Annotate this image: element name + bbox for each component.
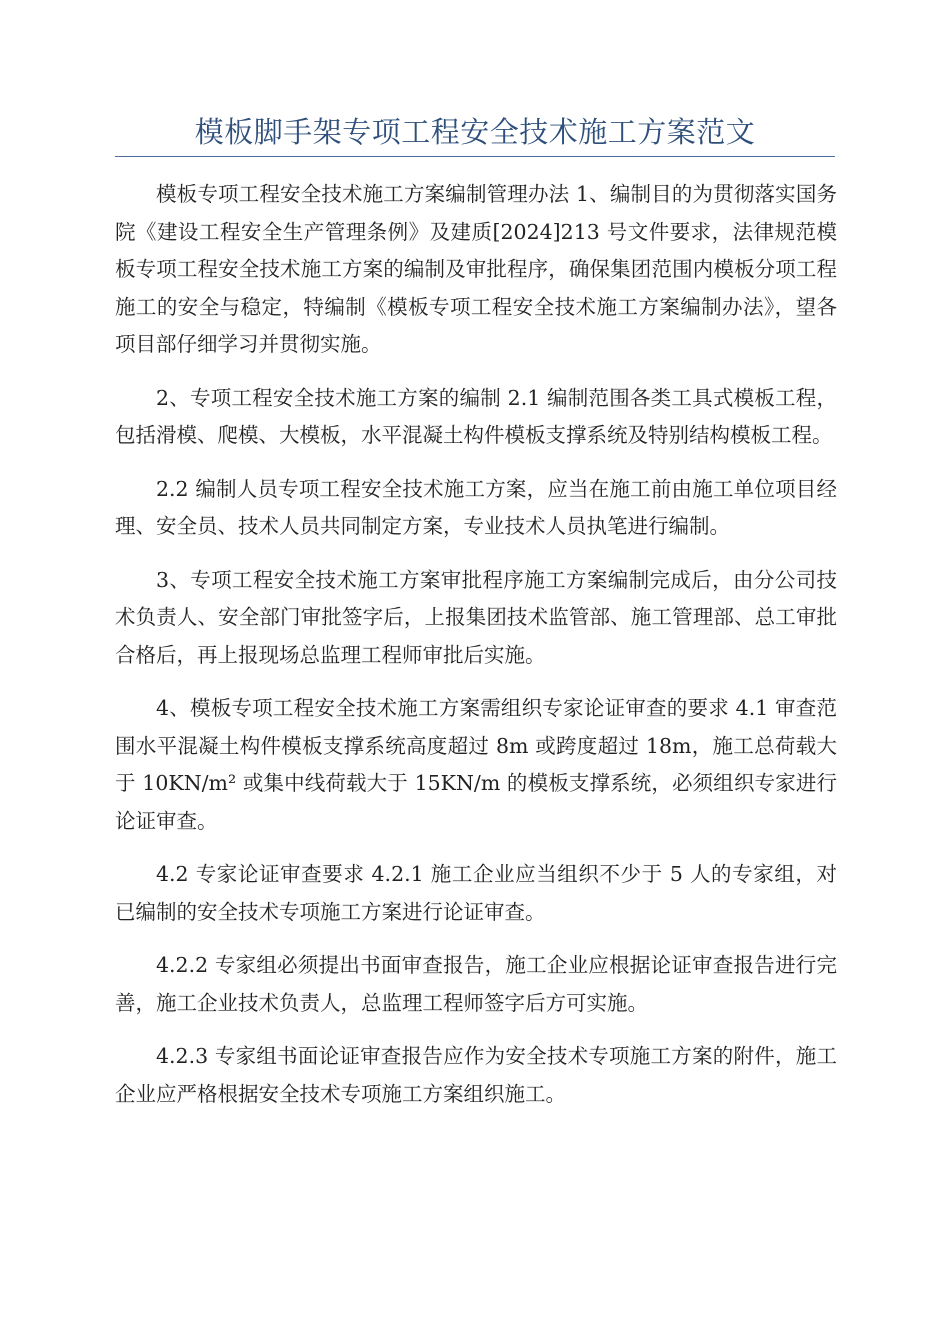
paragraph-6: 4.2 专家论证审查要求 4.2.1 施工企业应当组织不少于 5 人的专家组，对已编制的安全技术专项施工方案进行论证审查。 [115, 862, 837, 924]
document-body [115, 176, 837, 1129]
paragraph-3: 2.2 编制人员专项工程安全技术施工方案，应当在施工前由施工单位项目经理、安全员、技术人员共同制定方案，专业技术人员执笔进行编制。 [115, 476, 837, 538]
paragraph-5: 4、模板专项工程安全技术施工方案需组织专家论证审查的要求 4.1 审查范围水平混凝土构件模板支撑系统高度超过 8m 或跨度超过 18m，施工总荷载大于 10KN/m² 或集中线荷载大于 15KN/m 的模板支撑系统，必须组织专家进行论证审查。 [115, 696, 837, 833]
paragraph-4: 3、专项工程安全技术施工方案审批程序施工方案编制完成后，由分公司技术负责人、安全部门审批签字后，上报集团技术监管部、施工管理部、总工审批合格后，再上报现场总监理工程师审批后实施。 [115, 567, 837, 667]
paragraph-1: 模板专项工程安全技术施工方案编制管理办法 1、编制目的为贯彻落实国务院《建设工程安全生产管理条例》及建质[2024]213 号文件要求，法律规范模板专项工程安全技术施工方案的编制及审批程序，确保集团范围内模板分项工程施工的安全与稳定，特编制《模板专项工程安全技术施工方案编制办法》，望各项目部仔细学习并贯彻实施。 [115, 182, 837, 356]
paragraph-8: 4.2.3 专家组书面论证审查报告应作为安全技术专项施工方案的附件，施工企业应严格根据安全技术专项施工方案组织施工。 [115, 1044, 837, 1106]
document-title: 模板脚手架专项工程安全技术施工方案范文 [194, 115, 756, 149]
paragraph-7: 4.2.2 专家组必须提出书面审查报告，施工企业应根据论证审查报告进行完善，施工企业技术负责人，总监理工程师签字后方可实施。 [115, 953, 837, 1015]
paragraph-2: 2、专项工程安全技术施工方案的编制 2.1 编制范围各类工具式模板工程，包括滑模、爬模、大模板，水平混凝土构件模板支撑系统及特别结构模板工程。 [115, 385, 837, 447]
title-block [115, 112, 835, 157]
